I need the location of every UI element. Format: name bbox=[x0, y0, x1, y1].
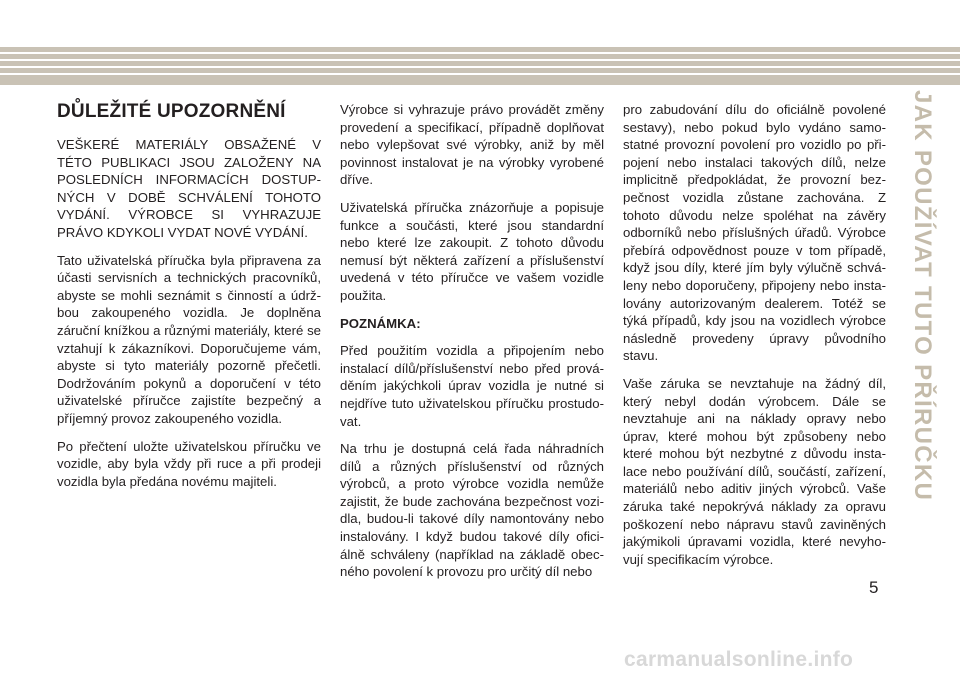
band-stripe bbox=[0, 52, 960, 54]
features-paragraph: Uživatelská příručka znázorňuje a popisuje funkce a součásti, které jsou standardní nebo které lze zakoupit. Z tohoto důvodu nemusí být některá zařízení a příslušenství uvedená v této příručce ve vašem vozidle použita. bbox=[340, 199, 604, 303]
band-stripe bbox=[0, 73, 960, 75]
watermark: carmanualsonline.info bbox=[624, 648, 854, 671]
intro-paragraph: Tato uživatelská příručka byla připravena za účasti servisních a technických pracovníků, abyste se mohli seznámit s činností a údržbou zakoupeného vozidla. Je doplněna záruční knížkou a různými materiály, které se vztahují k zákazníkovi. Doporučujeme vám, abyste si tyto materiály pozorně přečetli. Dodržováním pokynů a doporučení v této uživatelské příručce zajistíte bezpečný a příjemný provoz zakoupeného vozidla. bbox=[57, 252, 321, 426]
note-body: Před použitím vozidla a připojením nebo instalací dílů/příslušenství nebo před prováděním jakýchkoli úprav vozidla je nutné si nejdříve tuto uživatelskou příručku prostudovat. bbox=[340, 343, 604, 429]
chapter-side-title: JAK POUŽÍVAT TUTO PŘÍRUČKU bbox=[909, 90, 936, 502]
band-stripe bbox=[0, 66, 960, 68]
column-2 bbox=[340, 101, 604, 591]
header-band bbox=[0, 47, 960, 85]
column-3 bbox=[623, 101, 886, 578]
column-1 bbox=[57, 100, 321, 500]
parts-paragraph: Na trhu je dostupná celá řada náhradních dílů a různých příslušenství od různých výrobců, a proto výrobce vozidla nemůže zajistit, že bude zachována bezpečnost vozidla, budou-li takové díly namontovány nebo instalovány. I když budou takové díly oficiálně schváleny (například na základě obecného povolení k provozu pro určitý díl nebo bbox=[340, 441, 604, 580]
approval-paragraph: pro zabudování dílu do oficiálně povolené sestavy), nebo pokud bylo vydáno samostatné provozní povolení pro vozidlo po připojení nebo instalaci takových dílů, nelze implicitně předpokládat, že provozní bezpečnost vozidla zůstane zachována. Z tohoto důvodu nelze spoléhat na závěry odborníků nebo příslušných úřadů. Výrobce přebírá odpovědnost pouze v tom případě, když jsou díly, které jím byly výlučně schváleny nebo doporučeny, připojeny nebo instalovány autorizovaným dealerem. Totéž se týká případů, kdy jsou na vozidlech výrobce následně provedeny úpravy původního stavu. bbox=[623, 102, 886, 364]
caps-notice: VEŠKERÉ MATERIÁLY OBSAŽENÉ V TÉTO PUBLIKACI JSOU ZALOŽENY NA POSLEDNÍCH INFORMACÍCH DOSTUPNÝCH V DOBĚ SCHVÁLENÍ TOHOTO VYDÁNÍ. VÝROBCE SI VYHRAZUJE PRÁVO KDYKOLI VYDAT NOVÉ VYDÁNÍ. bbox=[57, 137, 321, 240]
note-title: POZNÁMKA: bbox=[340, 315, 421, 331]
page-number: 5 bbox=[869, 578, 879, 597]
changes-paragraph: Výrobce si vyhrazuje právo provádět změny provedení a specifikací, případně doplňovat nebo vylepšovat své výrobky, aniž by měl povinnost instalovat je na výrobky vyrobené dříve. bbox=[340, 102, 604, 188]
storage-paragraph: Po přečtení uložte uživatelskou příručku ve vozidle, aby byla vždy při ruce a při prodeji vozidla byla předána novému majiteli. bbox=[57, 438, 321, 489]
warranty-paragraph: Vaše záruka se nevztahuje na žádný díl, který nebyl dodán výrobcem. Dále se nevztahuje ani na náklady opravy nebo úprav, které mohou být způsobeny nebo které mohou být nezbytné z důvodu instalace nebo používání dílů, součástí, zařízení, materiálů nebo aditiv jiných výrobců. Vaše záruka také nepokrývá náklady za opravu poškození nebo nápravu stavů zaviněných jakýmikoli úpravami vozidla, které nevyhovují specifikacím výrobce. bbox=[623, 375, 886, 567]
band-stripe bbox=[0, 59, 960, 61]
page-heading: DŮLEŽITÉ UPOZORNĚNÍ bbox=[57, 101, 286, 122]
